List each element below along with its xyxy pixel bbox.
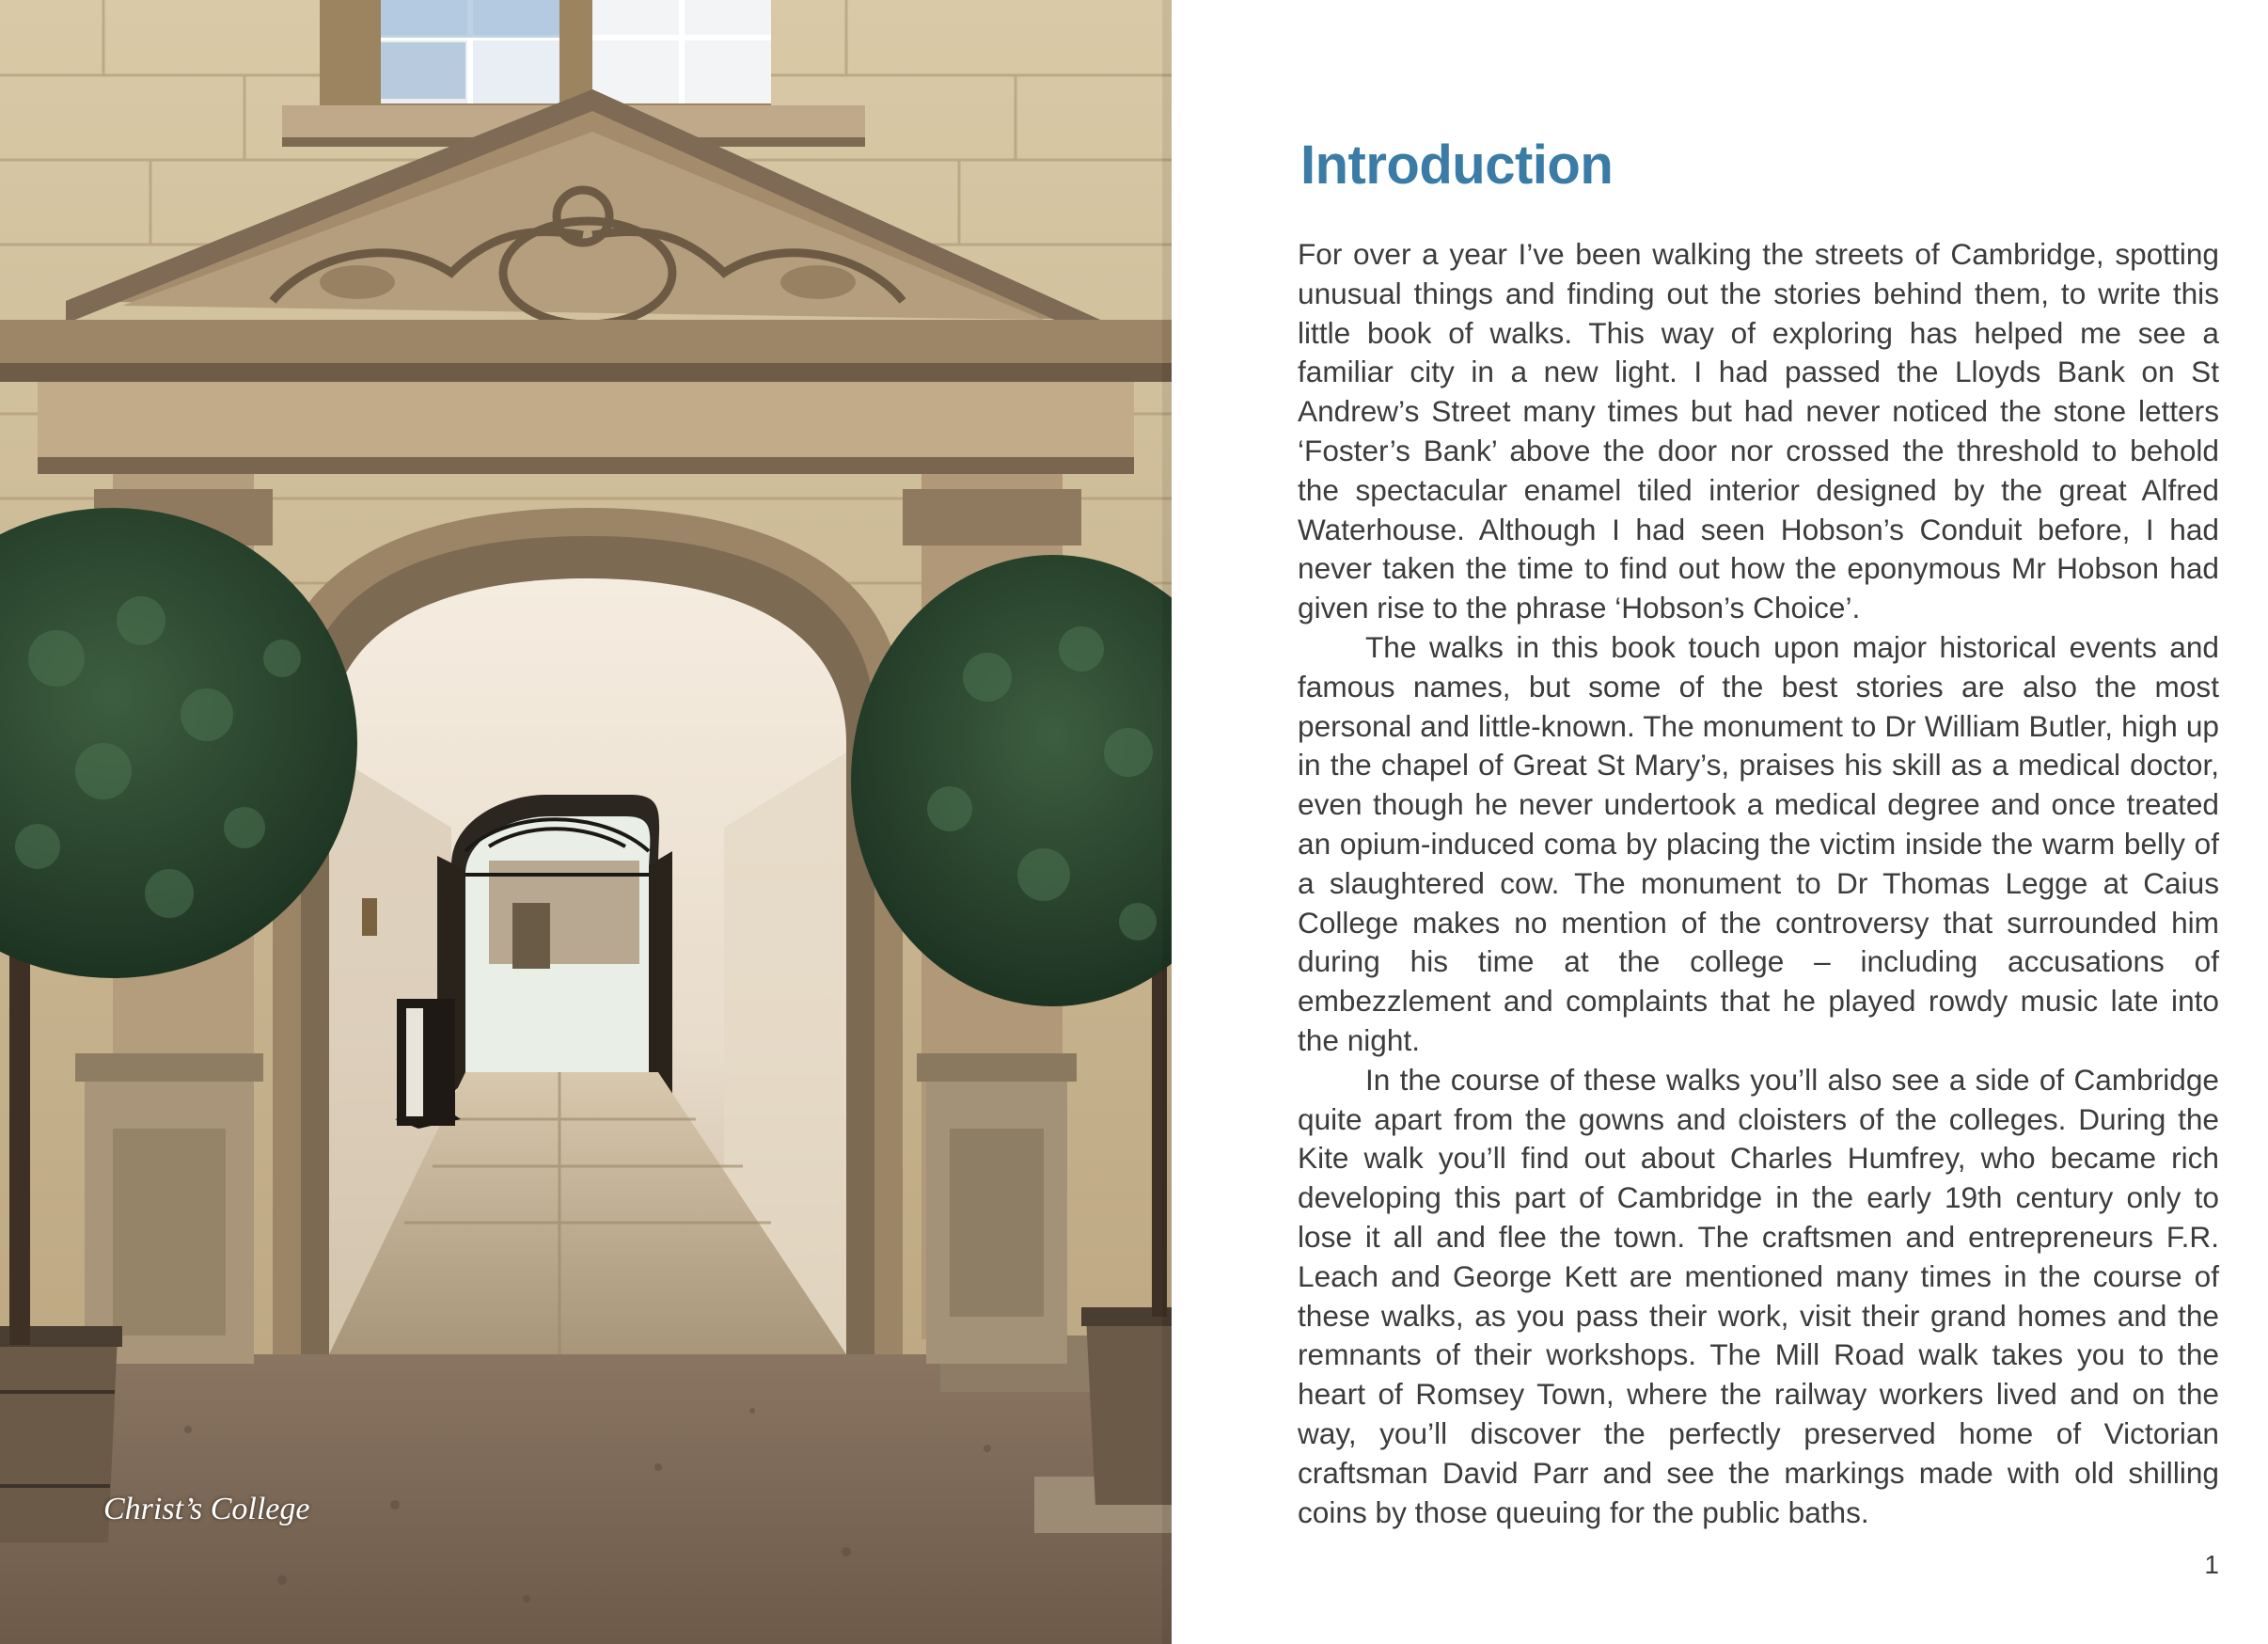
page-title: Introduction — [1300, 134, 1614, 196]
text-page — [1172, 0, 2268, 1644]
paragraph-2: The walks in this book touch upon major historical events and famous names, but some of the best stories are also the most personal and little-known. The monument to Dr William Butler, high up in the chapel of Great St Mary’s, praises his skill as a medical doctor, even though he never undertook a medical degree and once treated an opium-induced coma by placing the victim inside the warm belly of a slaughtered cow. The monument to Dr Thomas Legge at Caius College makes no mention of the controversy that surrounded him during his time at the college – including accusations of embezzlement and complaints that he played rowdy music late into the night. — [1298, 629, 2219, 1057]
paragraph-3: In the course of these walks you’ll also see a side of Cambridge quite apart from the gowns and cloisters of the colleges. During the Kite walk you’ll find out about Charles Humfrey, who became rich developing this part of Cambridge in the early 19th century only to lose it all and flee the town. The craftsmen and entrepreneurs F.R. Leach and George Kett are mentioned many times in the course of these walks, as you pass their work, visit their grand homes and the remnants of their workshops. The Mill Road walk takes you to the heart of Romsey Town, where the railway workers lived and on the way, you’ll discover the perfectly preserved home of Victorian craftsman David Parr and see the markings made with old shilling coins by those queuing for the public baths. — [1298, 1062, 2219, 1529]
page-number: 1 — [2204, 1550, 2219, 1579]
paragraph-1: For over a year I’ve been walking the streets of Cambridge, spotting unusual things and finding out the stories behind them, to write this little book of walks. This way of exploring has helped me see a familiar city in a new light. I had passed the Lloyds Bank on St Andrew’s Street many times but had never noticed the stone letters ‘Foster’s Bank’ above the door nor crossed the threshold to behold the spectacular enamel tiled interior designed by the great Alfred Waterhouse. Although I had seen Hobson’s Conduit before, I had never taken the time to find out how the eponymous Mr Hobson had given rise to the phrase ‘Hobson’s Choice’. — [1298, 237, 2219, 625]
body-text — [1298, 235, 2219, 1532]
photo-caption: Christ’s College — [103, 1492, 310, 1526]
